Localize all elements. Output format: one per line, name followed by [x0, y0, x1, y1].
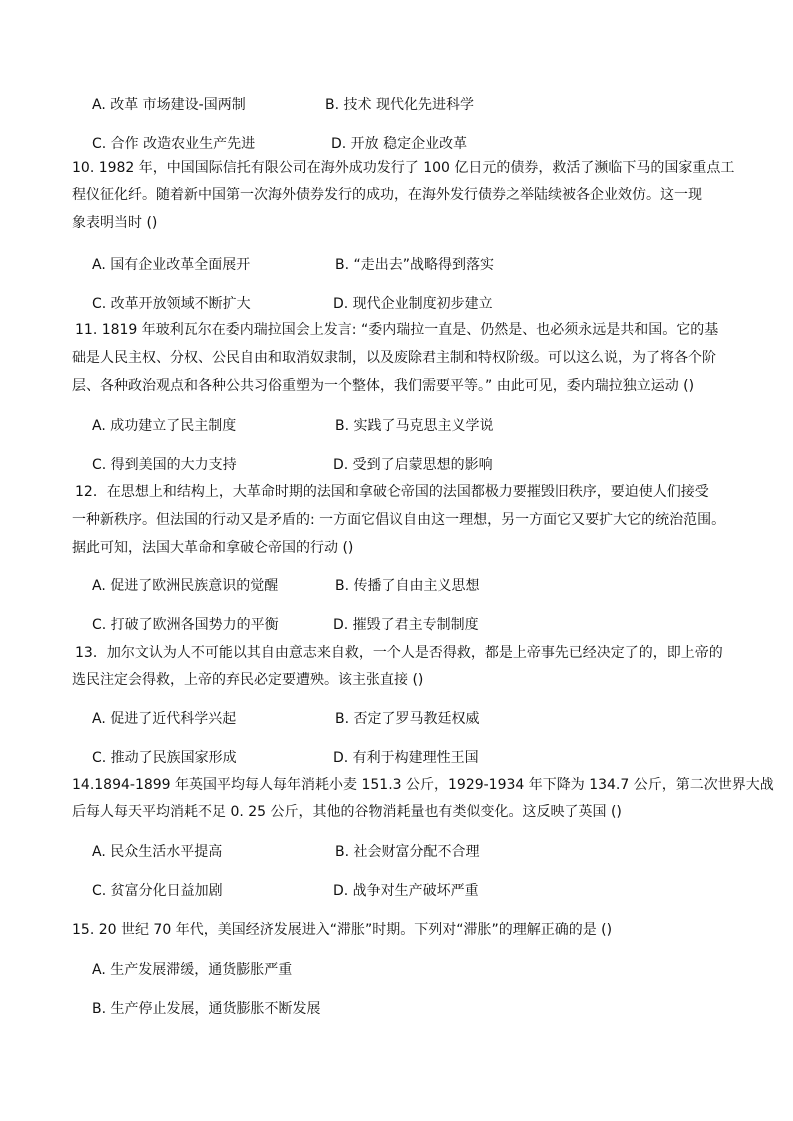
q15-option-a: A. 生产发展滞缓，通货膨胀严重: [92, 962, 293, 978]
q12-stem-line-2: 一种新秩序。但法国的行动又是矛盾的: 一方面它倡议自由这一理想，另一方面它又要扩大它的统治范围。: [72, 512, 726, 528]
q10-option-a: A. 国有企业改革全面展开: [92, 257, 251, 273]
q14-option-b: B. 社会财富分配不合理: [335, 844, 480, 860]
q11-option-a: A. 成功建立了民主制度: [92, 418, 237, 434]
q13-stem-line-1: 13．加尔文认为人不可能以其自由意志来自救，一个人是否得救，都是上帝事先已经决定了的，即上帝的: [75, 645, 723, 661]
q14-option-d: D. 战争对生产破坏严重: [333, 883, 479, 899]
q11-option-d: D. 受到了启蒙思想的影响: [333, 457, 493, 473]
q12-option-a: A. 促进了欧洲民族意识的觉醒: [92, 578, 279, 594]
q9-option-c: C. 合作 改造农业生产先进: [92, 136, 256, 152]
q9-option-d: D. 开放 稳定企业改革: [331, 136, 468, 152]
q9-option-b: B. 技术 现代化先进科学: [325, 97, 474, 113]
q11-option-b: B. 实践了马克思主义学说: [335, 418, 494, 434]
q13-option-d: D. 有利于构建理性王国: [333, 750, 479, 766]
q15-option-b: B. 生产停止发展，通货膨胀不断发展: [92, 1001, 321, 1017]
q11-stem-line-3: 层、各种政治观点和各种公共习俗重塑为一个整体，我们需要平等。” 由此可见，委内瑞拉独立运动 (): [72, 378, 695, 394]
q11-option-c: C. 得到美国的大力支持: [92, 457, 237, 473]
q13-stem-line-2: 选民注定会得救，上帝的弃民必定要遭殃。该主张直接 (): [72, 672, 424, 688]
q10-option-b: B. “走出去”战略得到落实: [335, 257, 495, 273]
q9-option-a: A. 改革 市场建设-国两制: [92, 97, 246, 113]
q10-stem-line-2: 程仪征化纤。随着新中国第一次海外债券发行的成功，在海外发行债券之举陆续被各企业效仿。这一现: [72, 187, 702, 203]
q13-option-c: C. 推动了民族国家形成: [92, 750, 237, 766]
q14-stem-line-1: 14.1894-1899 年英国平均每人每年消耗小麦 151.3 公斤，1929-1934 年下降为 134.7 公斤，第二次世界大战: [72, 777, 774, 793]
q12-stem-line-1: 12．在思想上和结构上，大革命时期的法国和拿破仑帝国的法国都极力要摧毁旧秩序，要迫使人们接受: [75, 484, 709, 500]
q11-stem-line-1: 11. 1819 年玻利瓦尔在委内瑞拉国会上发言: “委内瑞拉一直是、仍然是、也必须永远是共和国。它的基: [75, 322, 719, 338]
q13-option-b: B. 否定了罗马教廷权威: [335, 711, 480, 727]
q13-option-a: A. 促进了近代科学兴起: [92, 711, 237, 727]
q12-option-d: D. 摧毁了君主专制制度: [333, 617, 479, 633]
q10-option-c: C. 改革开放领域不断扩大: [92, 296, 251, 312]
q10-option-d: D. 现代企业制度初步建立: [333, 296, 493, 312]
q15-stem-line-1: 15. 20 世纪 70 年代，美国经济发展进入“滞胀”时期。下列对“滞胀”的理解正确的是 (): [72, 922, 613, 938]
q12-option-c: C. 打破了欧洲各国势力的平衡: [92, 617, 279, 633]
q10-stem-line-1: 10. 1982 年，中国国际信托有限公司在海外成功发行了 100 亿日元的债券，救活了濒临下马的国家重点工: [72, 160, 735, 176]
q14-stem-line-2: 后每人每天平均消耗不足 0. 25 公斤，其他的谷物消耗量也有类似变化。这反映了英国 (): [72, 804, 622, 820]
q12-option-b: B. 传播了自由主义思想: [335, 578, 480, 594]
q14-option-a: A. 民众生活水平提高: [92, 844, 223, 860]
q12-stem-line-3: 据此可知，法国大革命和拿破仑帝国的行动 (): [72, 540, 354, 556]
q14-option-c: C. 贫富分化日益加剧: [92, 883, 223, 899]
q11-stem-line-2: 础是人民主权、分权、公民自由和取消奴隶制，以及废除君主制和特权阶级。可以这么说，为了将各个阶: [72, 350, 716, 366]
q10-stem-line-3: 象表明当时 (): [72, 215, 158, 231]
